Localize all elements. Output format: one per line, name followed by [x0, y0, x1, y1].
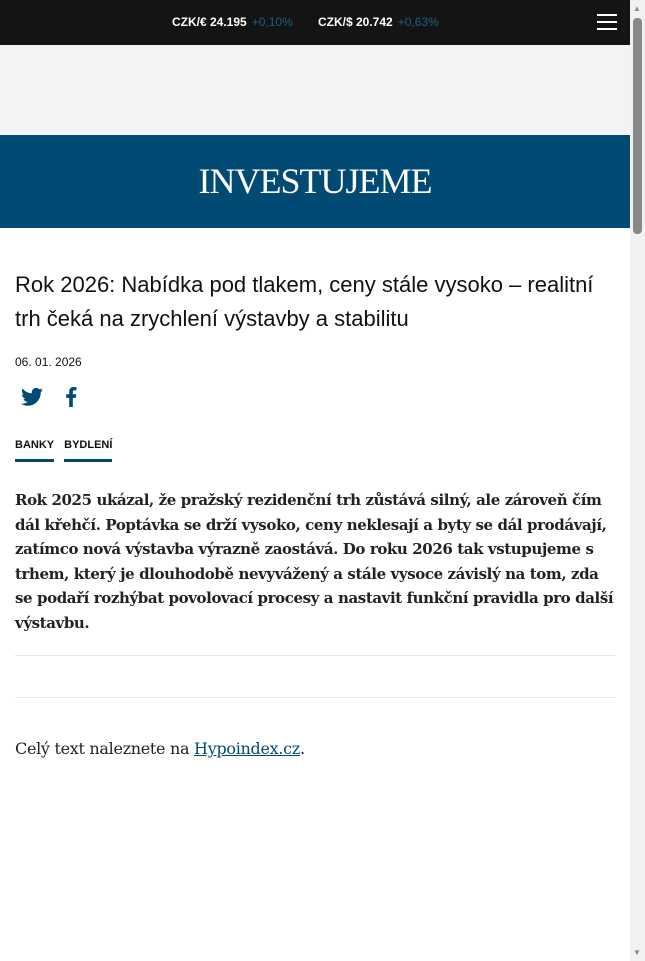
scrollbar[interactable] [630, 0, 645, 961]
article-date: 06. 01. 2026 [15, 355, 82, 369]
divider [15, 655, 615, 656]
rate-eur-value: CZK/€ 24.195 [172, 15, 247, 29]
source-note-end: . [299, 739, 305, 758]
scroll-down-icon[interactable]: ▼ [633, 948, 641, 957]
source-note-text: Celý text naleznete na [15, 739, 195, 758]
rate-usd [318, 15, 439, 29]
tag-bydleni[interactable]: BYDLENÍ [64, 439, 112, 462]
rate-usd-value: CZK/$ 20.742 [318, 15, 393, 29]
rate-eur-change: +0,10% [251, 15, 293, 29]
divider [15, 697, 615, 698]
scroll-up-icon[interactable]: ▲ [633, 4, 641, 13]
rate-eur [172, 15, 293, 29]
site-logo[interactable]: INVESTUJEME [0, 135, 630, 228]
facebook-icon[interactable] [65, 387, 77, 413]
rate-usd-change: +0,63% [397, 15, 439, 29]
share-buttons [21, 387, 615, 413]
twitter-icon[interactable] [21, 387, 43, 413]
article [15, 268, 615, 758]
currency-ticker-bar [0, 0, 630, 45]
article-title: Rok 2026: Nabídka pod tlakem, ceny stále vysoko – realitní trh čeká na zrychlení výstavby a stabilitu [15, 272, 594, 331]
tag-banky[interactable]: BANKY [15, 439, 54, 462]
ad-space [0, 45, 630, 135]
hamburger-menu-icon[interactable] [597, 14, 617, 30]
scrollbar-thumb[interactable] [633, 18, 642, 234]
tag-list [15, 439, 615, 462]
article-lead: Rok 2025 ukázal, že pražský rezidenční trh zůstává silný, ale zároveň čím dál křehčí. Poptávka se drží vysoko, ceny neklesají a byty se dál prodávají, zatímco nová výstavba výrazně zaostává. Do roku 2026 tak vstupujeme s trhem, který je dlouhodobě nevyvážený a stále vysoce závislý na tom, zda se podaří rozhýbat povolovací procesy a nastavit funkční pravidla pro další výstavbu. [15, 491, 614, 632]
source-note [15, 739, 615, 758]
source-link[interactable]: Hypoindex.cz [194, 739, 300, 758]
